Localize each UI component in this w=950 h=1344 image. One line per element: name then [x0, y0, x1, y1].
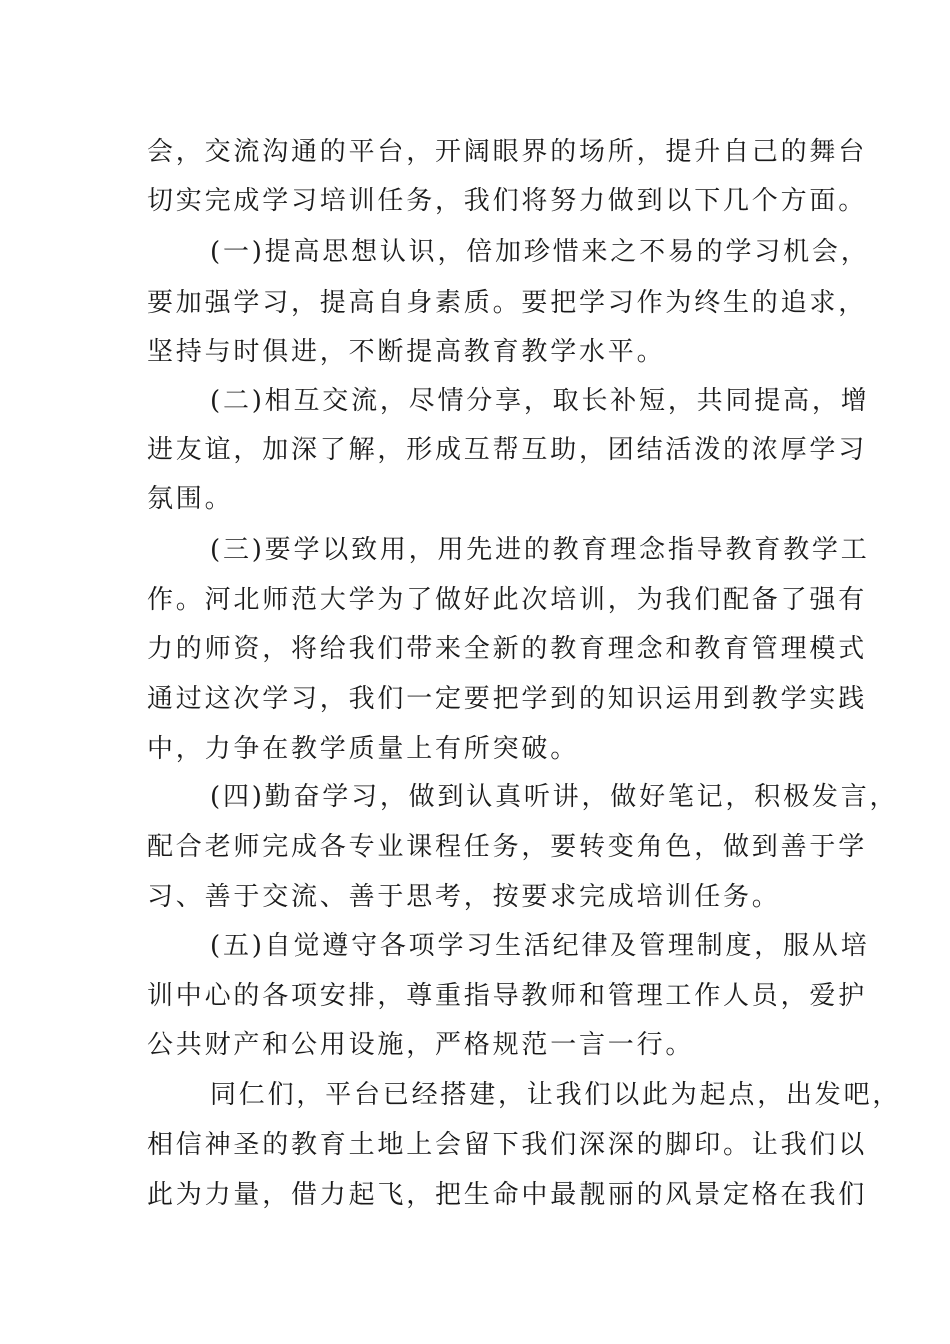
text-line: 公共财产和公用设施，严格规范一言一行。: [147, 1030, 695, 1060]
text-line: 氛围。: [147, 484, 234, 514]
paragraph-first-line: (五)自觉遵守各项学习生活纪律及管理制度，服从培: [210, 931, 870, 961]
paragraph-first-line: 同仁们，平台已经搭建，让我们以此为起点，出发吧，: [210, 1080, 902, 1110]
paragraph-first-line: (一)提高思想认识，倍加珍惜来之不易的学习机会，: [210, 237, 870, 267]
paragraph-first-line: (二)相互交流，尽情分享，取长补短，共同提高，增: [210, 386, 870, 416]
text-line: 通过这次学习，我们一定要把学到的知识运用到教学实践: [147, 684, 868, 714]
text-line: 配合老师完成各专业课程任务，要转变角色，做到善于学: [147, 832, 868, 862]
text-line: 习、善于交流、善于思考，按要求完成培训任务。: [147, 882, 781, 912]
paragraph-first-line: (四)勤奋学习，做到认真听讲，做好笔记，积极发言，: [210, 782, 899, 812]
text-line: 作。河北师范大学为了做好此次培训，为我们配备了强有: [147, 585, 868, 615]
paragraph-first-line: (三)要学以致用，用先进的教育理念指导教育教学工: [210, 535, 870, 565]
text-line: 进友谊，加深了解，形成互帮互助，团结活泼的浓厚学习: [147, 435, 868, 465]
text-line: 坚持与时俱进，不断提高教育教学水平。: [147, 337, 666, 367]
text-line: 相信神圣的教育土地上会留下我们深深的脚印。让我们以: [147, 1130, 868, 1160]
text-line: 中，力争在教学质量上有所突破。: [147, 734, 580, 764]
text-line: 力的师资，将给我们带来全新的教育理念和教育管理模式: [147, 634, 868, 664]
text-line: 要加强学习，提高自身素质。要把学习作为终生的追求，: [147, 288, 868, 318]
text-line: 此为力量，借力起飞，把生命中最靓丽的风景定格在我们: [147, 1180, 868, 1210]
text-line: 切实完成学习培训任务，我们将努力做到以下几个方面。: [147, 186, 868, 216]
text-line: 会，交流沟通的平台，开阔眼界的场所，提升自己的舞台: [147, 137, 868, 167]
text-line: 训中心的各项安排，尊重指导教师和管理工作人员，爱护: [147, 981, 868, 1011]
